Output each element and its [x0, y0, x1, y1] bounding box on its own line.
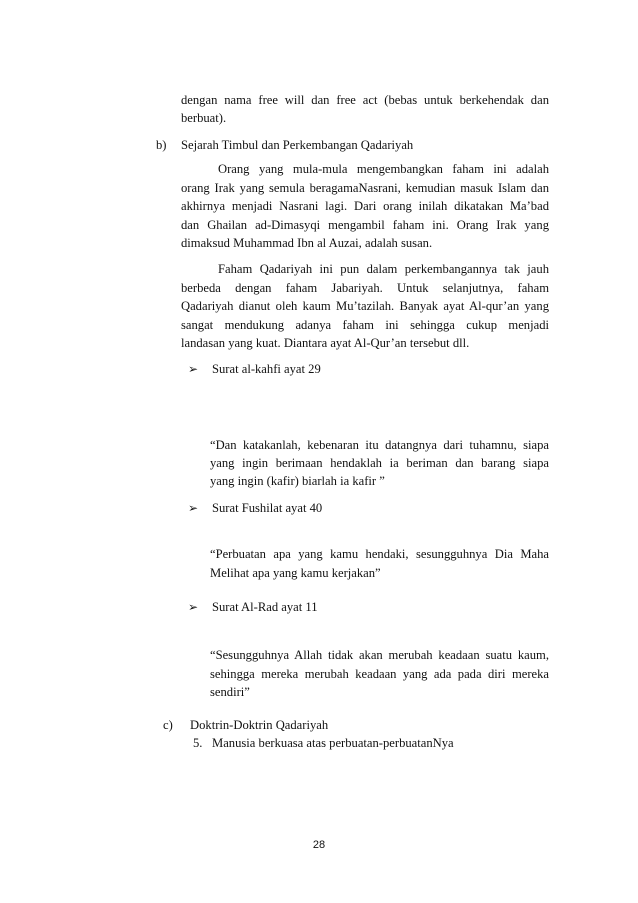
arrow-bullet-icon: ➢	[188, 362, 199, 376]
arrow-bullet-icon: ➢	[188, 600, 199, 614]
para2-line-2: berbeda dengan faham Jabariyah. Untuk selanjutnya, faham	[181, 281, 549, 295]
bullet-3-quote-line-2: sehingga mereka merubah keadaan yang ada pada diri mereka	[210, 667, 549, 681]
bullet-1-title: Surat al-kahfi ayat 29	[212, 362, 321, 376]
section-b-heading: Sejarah Timbul dan Perkembangan Qadariyah	[181, 138, 414, 152]
para1-line-4: dan Ghailan ad-Dimasyqi mengambil faham ini. Orang Irak yang	[181, 218, 549, 232]
para1-line-3: akhirnya menjadi Nasrani lagi. Dari orang inilah dikatakan Ma’bad	[181, 199, 549, 213]
para1-line-2: orang Irak yang semula beragamaNasrani, kemudian masuk Islam dan	[181, 181, 549, 195]
bullet-2-quote-line-1: “Perbuatan apa yang kamu hendaki, sesungguhnya Dia Maha	[210, 547, 549, 561]
para2-line-4: sangat mendukung adanya faham ini sehingga cukup menjadi	[181, 318, 549, 332]
page-number: 28	[312, 839, 326, 851]
intro-line-2: berbuat).	[181, 111, 227, 125]
bullet-2-title: Surat Fushilat ayat 40	[212, 501, 323, 515]
para2-line-3: Qadariyah dianut oleh kaum Mu’tazilah. Banyak ayat Al-qur’an yang	[181, 299, 549, 313]
para2-line-5: landasan yang kuat. Diantara ayat Al-Qur’an tersebut dll.	[181, 336, 470, 350]
bullet-1-quote-line-1: “Dan katakanlah, kebenaran itu datangnya dari tuhamnu, siapa	[210, 438, 549, 452]
section-c-item-number: 5.	[193, 736, 203, 750]
bullet-3-title: Surat Al-Rad ayat 11	[212, 600, 318, 614]
section-b-marker: b)	[156, 138, 167, 152]
para2-line-1: Faham Qadariyah ini pun dalam perkembangannya tak jauh	[218, 262, 549, 276]
section-c-heading: Doktrin-Doktrin Qadariyah	[190, 718, 329, 732]
bullet-1-quote-line-2: yang ingin berimaan hendaklah ia beriman dan barang siapa	[210, 456, 549, 470]
para1-line-1: Orang yang mula-mula mengembangkan faham ini adalah	[218, 162, 549, 176]
bullet-1-quote-line-3: yang ingin (kafir) biarlah ia kafir ”	[210, 474, 385, 488]
section-c-marker: c)	[163, 718, 173, 732]
intro-line-1: dengan nama free will dan free act (bebas untuk berkehendak dan	[181, 93, 549, 107]
bullet-3-quote-line-1: “Sesungguhnya Allah tidak akan merubah keadaan suatu kaum,	[210, 648, 549, 662]
section-c-item-text: Manusia berkuasa atas perbuatan-perbuatanNya	[212, 736, 454, 750]
para1-line-5: dimaksud Muhammad Ibn al Auzai, adalah susan.	[181, 236, 433, 250]
arrow-bullet-icon: ➢	[188, 501, 199, 515]
bullet-2-quote-line-2: Melihat apa yang kamu kerjakan”	[210, 566, 381, 580]
bullet-3-quote-line-3: sendiri”	[210, 685, 250, 699]
